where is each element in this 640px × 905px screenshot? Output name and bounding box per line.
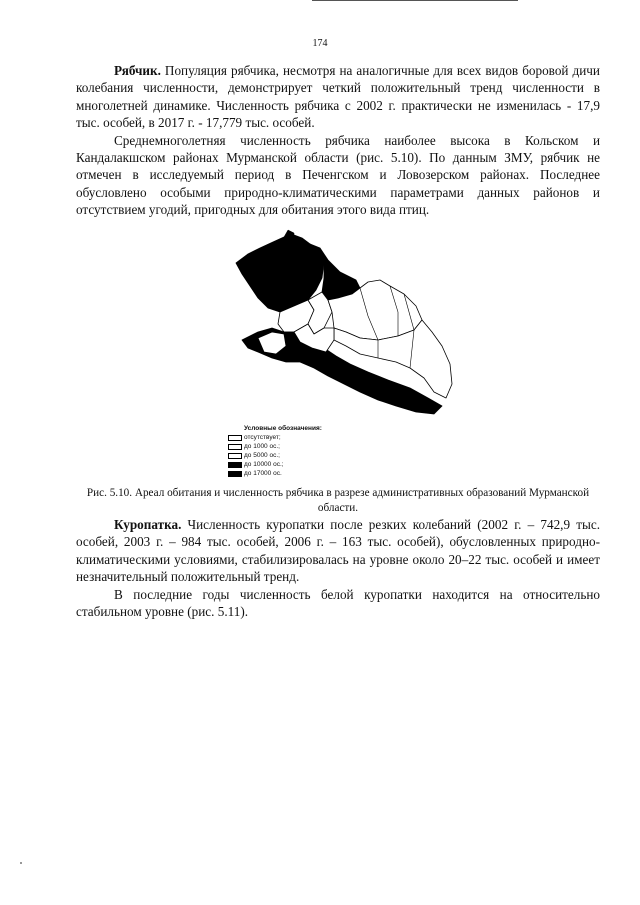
paragraph-text: Популяция рябчика, несмотря на аналогичные для всех видов боровой дичи колебания численности, демонстрирует четкий положительный тренд численности в многолетней динамике. Численность рябчика с 2002 г. практически не изменилась - 17,9 тыс. особей, в 2017 г. - 17,779 тыс. особей. <box>76 63 600 131</box>
paragraph-title: Рябчик. <box>114 63 161 78</box>
paragraph-ryabchik-regions: Среднемноголетняя численность рябчика наиболее высока в Кольском и Кандалакшском районах Мурманской области (рис. 5.10). По данным ЗМУ, рябчик не отмечен в исследуемый период в Печенгском и Ловозерском районах. Последнее обусловлено особыми природно-климатическими параметрами данных районов и отсутствием угодий, пригодных для обитания этого вида птиц. <box>76 132 600 218</box>
top-rule <box>312 0 518 1</box>
legend-item <box>228 442 322 451</box>
legend-item <box>228 451 322 460</box>
legend-item <box>228 469 322 478</box>
legend-swatch <box>228 435 242 441</box>
legend-item <box>228 460 322 469</box>
legend-item <box>228 433 322 442</box>
paragraph-ryabchik <box>76 62 600 132</box>
paragraph-title: Куропатка. <box>114 517 182 532</box>
legend-label: до 17000 ос. <box>244 470 282 477</box>
map-legend <box>228 424 322 478</box>
legend-swatch <box>228 471 242 477</box>
text-block-top <box>76 62 600 219</box>
paragraph-kuropatka <box>76 516 600 586</box>
legend-label: до 1000 ос.; <box>244 443 280 450</box>
scan-speck <box>20 862 22 864</box>
legend-swatch <box>228 444 242 450</box>
legend-swatch <box>228 462 242 468</box>
paragraph-kuropatka-recent: В последние годы численность белой куропатки находится на относительно стабильном уровне (рис. 5.11). <box>76 586 600 620</box>
legend-title: Условные обозначения: <box>244 425 322 432</box>
legend-swatch <box>228 453 242 459</box>
murmansk-region-map <box>228 228 458 428</box>
figure-caption: Рис. 5.10. Ареал обитания и численность рябчика в разрезе административных образований Мурманской области. <box>86 487 590 514</box>
text-block-bottom <box>76 516 600 620</box>
legend-label: до 10000 ос.; <box>244 461 284 468</box>
paragraph-text: Численность куропатки после резких колебаний (2002 г. – 742,9 тыс. особей, 2003 г. – 984 тыс. особей, 2006 г. – 163 тыс. особей), обусловленных природно-климатическими условиями, стабилизировалась на уровне около 20–22 тыс. особей и имеет незначительный положительный тренд. <box>76 517 600 585</box>
page-number: 174 <box>312 38 328 49</box>
legend-label: до 5000 ос.; <box>244 452 280 459</box>
legend-label: отсутствует; <box>244 434 281 441</box>
